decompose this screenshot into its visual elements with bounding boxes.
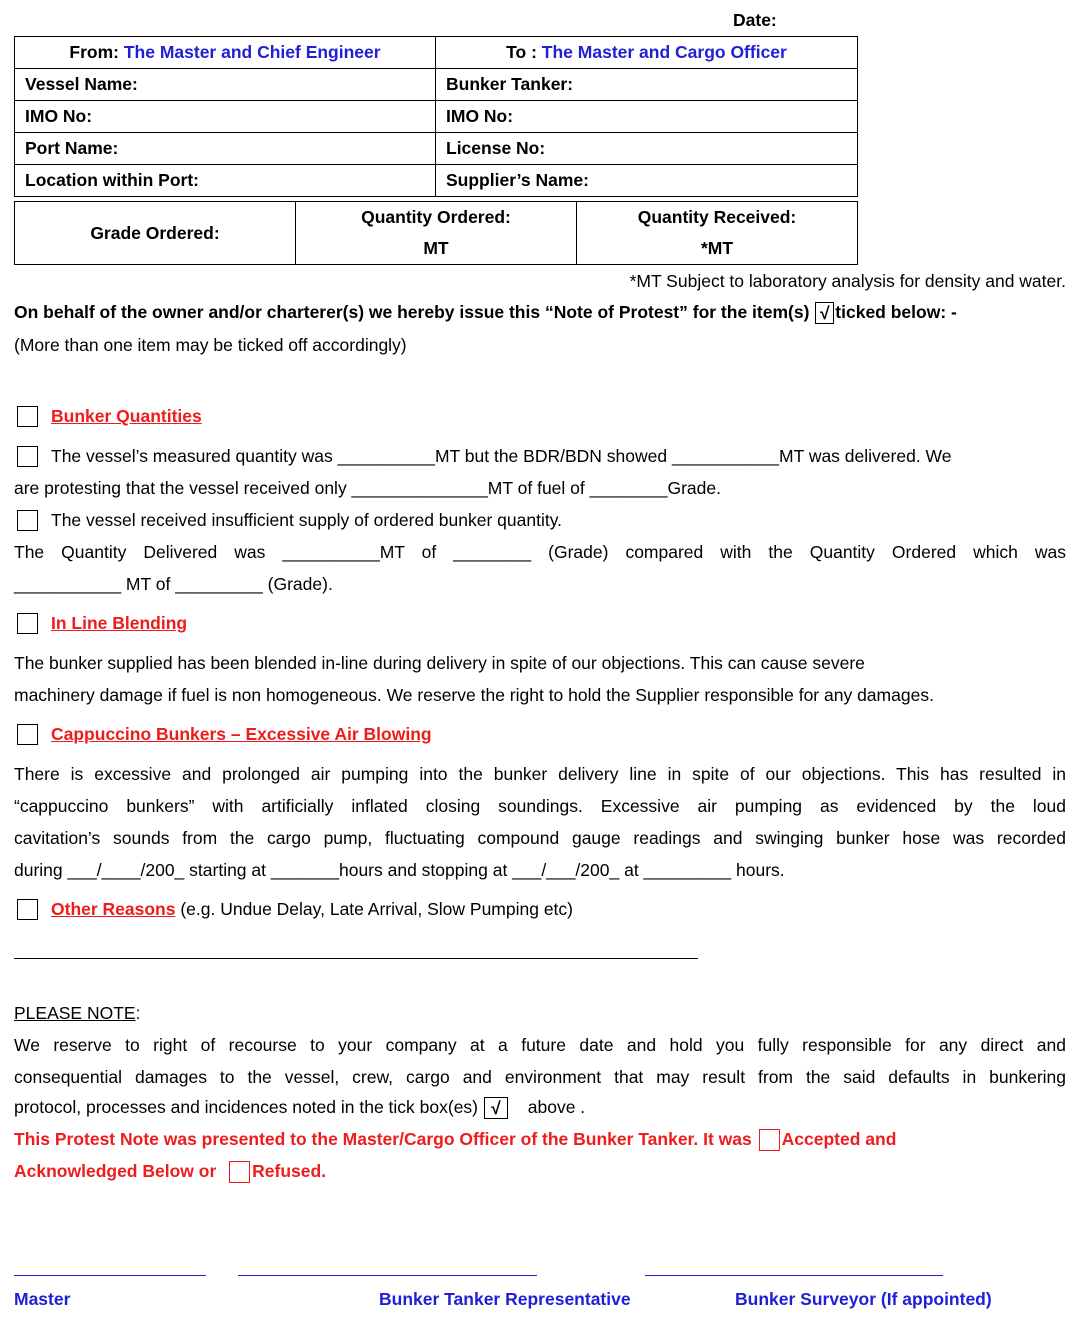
measured-quantity-checkbox[interactable] (17, 446, 38, 467)
table-row (15, 133, 858, 165)
refused-checkbox[interactable] (229, 1161, 250, 1183)
tanker-imo-field[interactable]: IMO No: (436, 101, 858, 133)
please-note-text-3: protocol, processes and incidences noted in the tick box(es) (14, 1097, 479, 1117)
quantity-table (14, 201, 858, 265)
acknowledged-label: Acknowledged Below or (14, 1161, 217, 1181)
protest-intro-end: ticked below: - (835, 302, 957, 322)
table-row (15, 202, 858, 265)
measured-quantity-text: The vessel’s measured quantity was __________MT but the BDR/BDN showed ___________MT was delivered. We (51, 446, 952, 466)
insufficient-supply-checkbox[interactable] (17, 510, 38, 531)
measured-quantity-text-2: are protesting that the vessel received only ______________MT of fuel of ________Grade. (14, 478, 721, 498)
cappuccino-text-1: There is excessive and prolonged air pumping into the bunker delivery line in spite of our objections. This has resulted in (14, 764, 1066, 784)
quantity-received-label: Quantity Received: (637, 207, 797, 227)
other-reasons-checkbox[interactable] (17, 899, 38, 920)
in-line-blending-checkbox[interactable] (17, 613, 38, 634)
surveyor-signature-label: Bunker Surveyor (If appointed) (735, 1289, 992, 1309)
to-cell (436, 37, 858, 69)
supplier-name-field[interactable]: Supplier’s Name: (436, 165, 858, 197)
tanker-rep-signature-line[interactable] (238, 1275, 537, 1276)
table-row (15, 69, 858, 101)
quantity-delivered-text: The Quantity Delivered was __________MT of ________ (Grade) compared with the Quantity Ordered which was (14, 542, 1066, 562)
quantity-ordered-text: ___________ MT of _________ (Grade). (14, 574, 333, 594)
from-cell (15, 37, 436, 69)
insufficient-supply-text: The vessel received insufficient supply of ordered bunker quantity. (51, 510, 563, 530)
master-signature-line[interactable] (14, 1275, 206, 1276)
please-note-text-2: consequential damages to the vessel, crew, cargo and environment that may result from the said defaults in bunkering (14, 1067, 1066, 1087)
please-note-colon: : (135, 1003, 141, 1023)
protest-intro (14, 302, 957, 324)
from-to-row (15, 37, 858, 69)
please-note-text-3-line (14, 1097, 585, 1119)
vessel-info-table (14, 36, 858, 197)
in-line-blending-text-2: machinery damage if fuel is non homogeneous. We reserve the right to hold the Supplier responsible for any damages. (14, 685, 934, 705)
protest-intro-text: On behalf of the owner and/or charterer(s) we hereby issue this “Note of Protest” for the item(s) (14, 302, 810, 322)
other-reasons-blank-line[interactable] (14, 958, 698, 959)
accepted-label: Accepted and (781, 1129, 897, 1149)
in-line-blending-title: In Line Blending (51, 613, 188, 633)
presented-text: This Protest Note was presented to the Master/Cargo Officer of the Bunker Tanker. It was (14, 1129, 752, 1149)
cappuccino-checkbox[interactable] (17, 724, 38, 745)
cappuccino-text-4: during ___/____/200_ starting at _______hours and stopping at ___/___/200_ at _________ hours. (14, 860, 785, 880)
tick-sample-box: √ (484, 1097, 508, 1119)
table-row (15, 165, 858, 197)
bunker-tanker-field[interactable]: Bunker Tanker: (436, 69, 858, 101)
quantity-received-unit: *MT (700, 238, 734, 258)
other-reasons-title: Other Reasons (51, 899, 176, 919)
presented-line-2 (14, 1161, 326, 1183)
quantity-ordered-label: Quantity Ordered: (361, 207, 511, 227)
bunker-quantities-checkbox[interactable] (17, 406, 38, 427)
quantity-ordered-field[interactable] (296, 202, 577, 265)
vessel-imo-field[interactable]: IMO No: (15, 101, 436, 133)
please-note-text-1: We reserve to right of recourse to your company at a future date and hold you fully responsible for any direct and (14, 1035, 1066, 1055)
cappuccino-text-3: cavitation’s sounds from the cargo pump, fluctuating compound gauge readings and swinging bunker hose was recorded (14, 828, 1066, 848)
surveyor-signature-line[interactable] (645, 1275, 943, 1276)
refused-label: Refused. (252, 1161, 327, 1181)
license-no-field[interactable]: License No: (436, 133, 858, 165)
bunker-quantities-title: Bunker Quantities (51, 406, 202, 426)
from-label: From: (69, 42, 119, 62)
other-reasons-examples: (e.g. Undue Delay, Late Arrival, Slow Pumping etc) (180, 899, 573, 919)
protest-intro-note: (More than one item may be ticked off accordingly) (14, 335, 407, 355)
cappuccino-text-2: “cappuccino bunkers” with artificially inflated closing soundings. Excessive air pumping as evidenced by the loud (14, 796, 1066, 816)
tanker-rep-signature-label: Bunker Tanker Representative (379, 1289, 631, 1309)
location-field[interactable]: Location within Port: (15, 165, 436, 197)
grade-ordered-field[interactable] (15, 202, 296, 265)
to-value: The Master and Cargo Officer (541, 42, 787, 62)
please-note-text-3-end: above . (527, 1097, 586, 1117)
please-note-heading (14, 1003, 140, 1024)
footnote: *MT Subject to laboratory analysis for density and water. (629, 271, 1066, 291)
from-value: The Master and Chief Engineer (123, 42, 381, 62)
accepted-checkbox[interactable] (759, 1129, 780, 1151)
table-row (15, 101, 858, 133)
master-signature-label: Master (14, 1289, 71, 1309)
date-label: Date: (733, 10, 777, 30)
tick-sample-box: √ (815, 302, 834, 324)
to-label: To : (506, 42, 537, 62)
other-reasons-line (51, 899, 573, 920)
quantity-ordered-unit: MT (423, 238, 449, 258)
cappuccino-title: Cappuccino Bunkers – Excessive Air Blowing (51, 724, 432, 744)
quantity-received-field[interactable] (577, 202, 858, 265)
presented-line-1 (14, 1129, 896, 1151)
port-name-field[interactable]: Port Name: (15, 133, 436, 165)
in-line-blending-text: The bunker supplied has been blended in-line during delivery in spite of our objections. This can cause severe (14, 653, 865, 673)
please-note-title: PLEASE NOTE (14, 1003, 136, 1023)
grade-ordered-label: Grade Ordered: (90, 222, 220, 243)
vessel-name-field[interactable]: Vessel Name: (15, 69, 436, 101)
